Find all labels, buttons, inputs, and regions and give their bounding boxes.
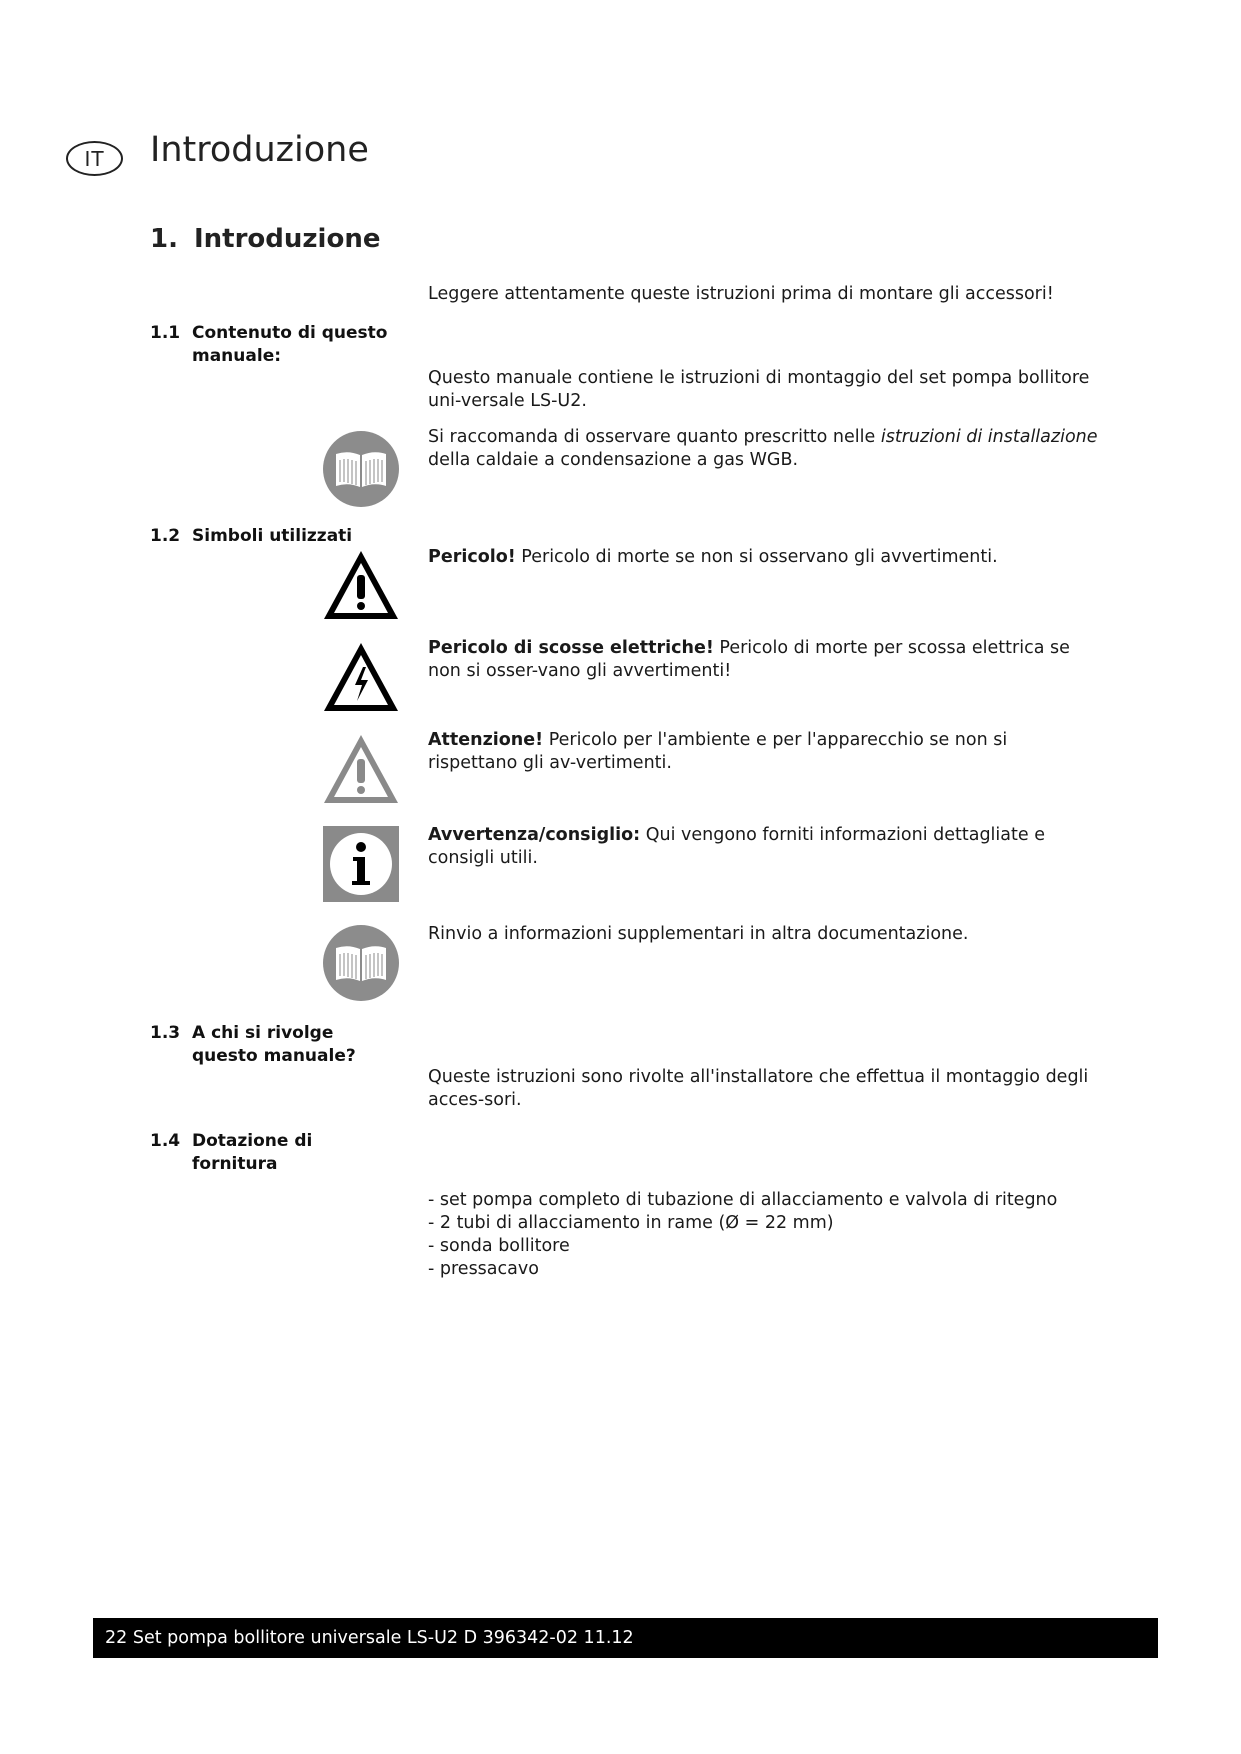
supply-list	[428, 1189, 1098, 1281]
chapter-number: 1.	[150, 224, 178, 254]
section-title: Simboli utilizzati	[192, 526, 353, 546]
page-header-title: Introduzione	[150, 130, 369, 170]
list-item: - 2 tubi di allacciamento in rame (Ø = 22 mm)	[428, 1213, 834, 1233]
list-item: - pressacavo	[428, 1259, 539, 1279]
chapter-name: Introduzione	[194, 224, 381, 254]
danger-description: Pericolo di morte se non si osservano gli avvertimenti.	[515, 547, 998, 567]
observe-prefix: Si raccomanda di osservare quanto prescritto nelle	[428, 427, 881, 447]
section-heading-1-4	[150, 1130, 392, 1176]
footer-text: 22 Set pompa bollitore universale LS-U2 D 396342-02 11.12	[105, 1628, 634, 1648]
audience-text: Queste istruzioni sono rivolte all'installatore che effettua il montaggio degli acces-sori.	[428, 1067, 1089, 1110]
book-icon	[322, 924, 400, 1002]
attention-description: Pericolo per l'ambiente e per l'apparecchio se non si rispettano gli av-vertimenti.	[428, 730, 1008, 773]
manual-contents-text: Questo manuale contiene le istruzioni di montaggio del set pompa bollitore uni-versale LS-U2.	[428, 368, 1090, 411]
caution-triangle-icon	[322, 731, 400, 809]
section-number: 1.2	[150, 526, 181, 546]
intro-text: Leggere attentamente queste istruzioni prima di montare gli accessori!	[428, 284, 1054, 304]
danger-label: Pericolo!	[428, 547, 516, 567]
book-icon	[322, 430, 400, 508]
list-item: - sonda bollitore	[428, 1236, 570, 1256]
observe-italic: istruzioni di installazione	[880, 427, 1098, 447]
section-title: A chi si rivolge questo manuale?	[192, 1023, 356, 1066]
info-label: Avvertenza/consiglio:	[428, 825, 641, 845]
section-title: Contenuto di questo manuale:	[192, 323, 388, 366]
attention-label: Attenzione!	[428, 730, 544, 750]
electric-description: Pericolo di morte per scossa elettrica se non si osser-vano gli avvertimenti!	[428, 638, 1070, 681]
reference-text: Rinvio a informazioni supplementari in altra documentazione.	[428, 924, 969, 944]
electric-label: Pericolo di scosse elettriche!	[428, 638, 714, 658]
section-heading-1-1	[150, 322, 392, 368]
language-badge	[66, 141, 123, 176]
info-text	[428, 824, 1098, 870]
info-icon	[322, 825, 400, 903]
section-heading-1-3	[150, 1022, 392, 1068]
electric-danger-text	[428, 637, 1098, 683]
section-number: 1.4	[150, 1131, 181, 1151]
danger-text	[428, 546, 1098, 569]
language-code: IT	[84, 146, 105, 171]
observe-suffix: della caldaie a condensazione a gas WGB.	[428, 450, 799, 470]
electric-shock-icon	[322, 639, 400, 717]
section-number: 1.1	[150, 323, 181, 343]
warning-triangle-icon	[322, 547, 400, 625]
list-item: - set pompa completo di tubazione di allacciamento e valvola di ritegno	[428, 1190, 1058, 1210]
info-description: Qui vengono forniti informazioni dettagliate e consigli utili.	[428, 825, 1045, 868]
section-number: 1.3	[150, 1023, 181, 1043]
page-footer	[93, 1618, 1158, 1658]
attention-text	[428, 729, 1098, 775]
section-title: Dotazione di fornitura	[192, 1131, 313, 1174]
section-heading-1-2	[150, 525, 392, 548]
chapter-title	[150, 224, 380, 254]
observe-instructions-text	[428, 426, 1098, 472]
